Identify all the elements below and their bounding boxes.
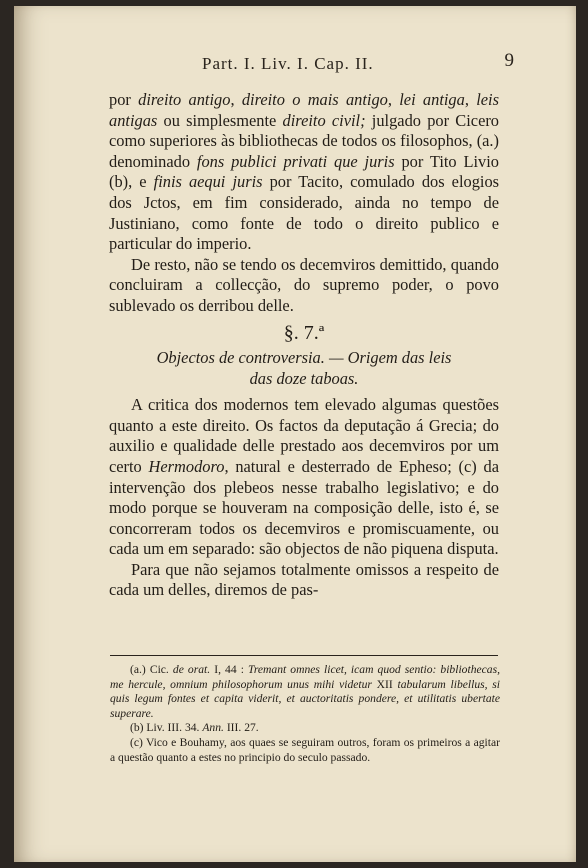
italic-term: leis antigas bbox=[109, 90, 499, 130]
paragraph-3: A critica dos modernos tem elevado algumas questões quanto a este direito. Os factos da deputação á Grecia; do auxilio e qualidade delle prestado aos decemviros por um certo Hermodoro, natural e desterrado de Epheso; (c) da intervenção dos plebeos nesse trabalho legislativo; e do modo porque se houveram na composição delle, isto é, se concorreram todos os decemviros e promiscuamente, ou cada um em separado: são objectos de não piquena disputa. bbox=[109, 395, 499, 559]
italic-term: finis aequi juris bbox=[153, 172, 263, 192]
footnote-c: (c) Vico e Bouhamy, aos quaes se seguiram outros, foram os primeiros a agitar a questão quanto a estes no principio do seculo passado. bbox=[110, 735, 500, 764]
footnote-rule bbox=[110, 655, 498, 656]
italic-term: direito antigo bbox=[138, 90, 231, 109]
section-title-line-1: Objectos de controversia. — Origem das leis bbox=[156, 348, 452, 368]
section-title-line-2: das doze taboas. bbox=[249, 369, 359, 389]
page-number: 9 bbox=[504, 50, 514, 71]
paragraph-4: Para que não sejamos totalmente omissos a respeito de cada um delles, diremos de pas- bbox=[109, 559, 499, 600]
paragraph-1: por direito antigo, direito o mais antigo, lei antiga, leis antigas ou simplesmente direito civil; julgado por Cicero como superiores às bibliothecas de todos os filosophos, (a.) denominado fons publici privati que juris por Tito Livio (b), e finis aequi juris por Tacito, comulado dos elogios dos Jctos, em fim considerado, ainda no tempo de Justiniano, como fonte de todo o direito publico e particular do imperio. bbox=[109, 90, 500, 254]
paragraph-2: De resto, não se tendo os decemviros demittido, quando concluiram a collecção, do supremo poder, o povo sublevado os derribou delle. bbox=[109, 254, 499, 315]
italic-term: fons publici privati que juris bbox=[196, 151, 395, 171]
section-number: §. 7.ª bbox=[283, 321, 325, 344]
main-text bbox=[109, 90, 499, 601]
page-header bbox=[104, 50, 514, 80]
italic-term: direito civil; bbox=[282, 110, 366, 130]
footnote-b: (b) Liv. III. 34. Ann. III. 27. bbox=[130, 721, 259, 735]
italic-term: Hermodoro bbox=[148, 456, 225, 476]
italic-term: lei antiga bbox=[399, 90, 465, 109]
footnotes bbox=[110, 663, 500, 765]
running-head: Part. I. Liv. I. Cap. II. bbox=[202, 54, 374, 73]
footnote-a: (a.) Cic. de orat. I, 44 : Tremant omnes licet, icam quod sentio: bibliothecas, me hercule, omnium philosophorum unus mihi videtur XII tabularum libellus, si quis legum fontes et capita viderit, et auctoritatis pondere, et utilitatis ubertate superare. bbox=[110, 663, 500, 720]
section-title bbox=[109, 347, 499, 389]
italic-term: direito o mais antigo bbox=[241, 90, 388, 109]
